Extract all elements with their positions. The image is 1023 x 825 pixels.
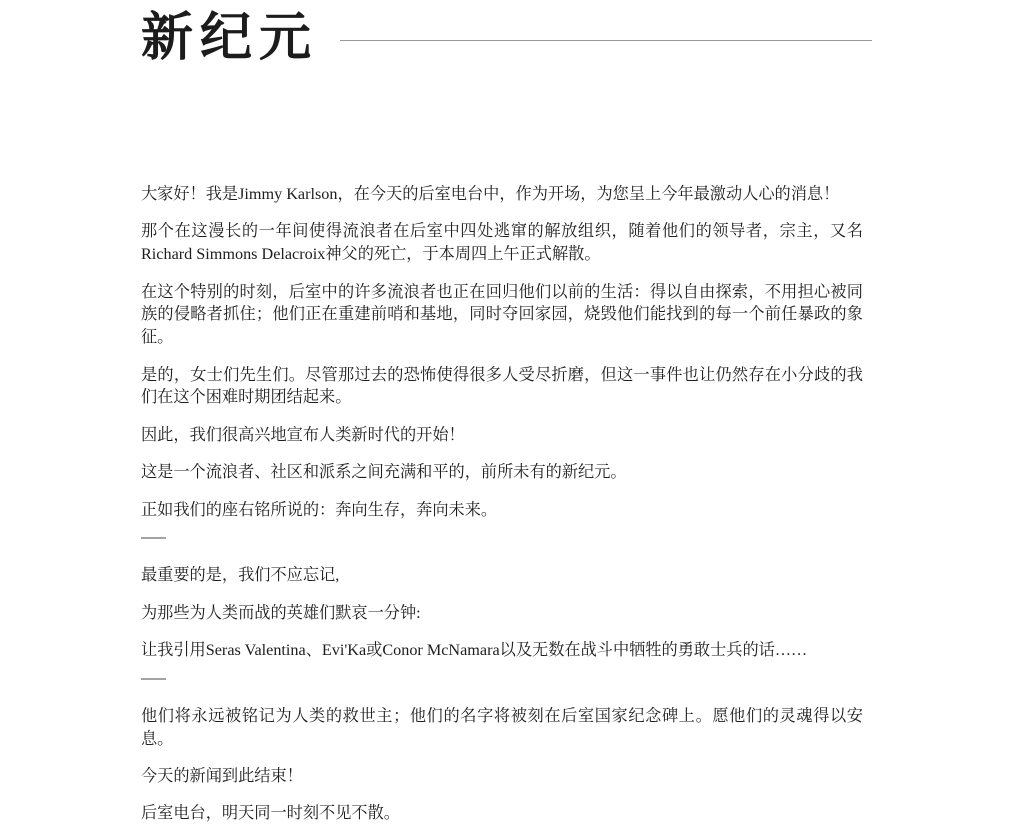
section-divider xyxy=(141,678,166,680)
section-divider xyxy=(141,537,166,539)
article-paragraph: 让我引用Seras Valentina、Evi'Ka或Conor McNamara以及无数在战斗中牺牲的勇敢士兵的话…… xyxy=(141,641,808,660)
article-paragraph: 他们将永远被铭记为人类的救世主；他们的名字将被刻在后室国家纪念碑上。愿他们的灵魂得以安息。 xyxy=(141,706,863,748)
article-paragraph: 因此，我们很高兴地宣布人类新时代的开始！ xyxy=(141,425,465,444)
masthead xyxy=(141,8,872,69)
article-paragraph: 后室电台，明天同一时刻不见不散。 xyxy=(141,804,400,823)
article-paragraph: 是的，女士们先生们。尽管那过去的恐怖使得很多人受尽折磨，但这一事件也让仍然存在小分歧的我们在这个困难时期团结起来。 xyxy=(141,365,863,407)
masthead-rule xyxy=(340,40,872,41)
article-paragraph: 这是一个流浪者、社区和派系之间充满和平的，前所未有的新纪元。 xyxy=(141,463,627,482)
article-paragraph: 今天的新闻到此结束！ xyxy=(141,767,303,786)
article-body xyxy=(141,183,863,825)
article-paragraph: 那个在这漫长的一年间使得流浪者在后室中四处逃窜的解放组织，随着他们的领导者，宗主，又名Richard Simmons Delacroix神父的死亡，于本周四上午正式解散。 xyxy=(141,222,863,264)
page-title: 新纪元 xyxy=(141,8,319,68)
article-paragraph: 为那些为人类而战的英雄们默哀一分钟: xyxy=(141,603,421,622)
article-paragraph: 大家好！我是Jimmy Karlson，在今天的后室电台中，作为开场，为您呈上今年最激动人心的消息！ xyxy=(141,185,840,203)
article-paragraph: 最重要的是，我们不应忘记, xyxy=(141,566,340,585)
article-paragraph: 正如我们的座右铭所说的：奔向生存，奔向未来。 xyxy=(141,500,498,519)
article-paragraph: 在这个特别的时刻，后室中的许多流浪者也正在回归他们以前的生活：得以自由探索，不用担心被同族的侵略者抓住；他们正在重建前哨和基地，同时夺回家园，烧毁他们能找到的每一个前任暴政的象征。 xyxy=(141,282,863,347)
